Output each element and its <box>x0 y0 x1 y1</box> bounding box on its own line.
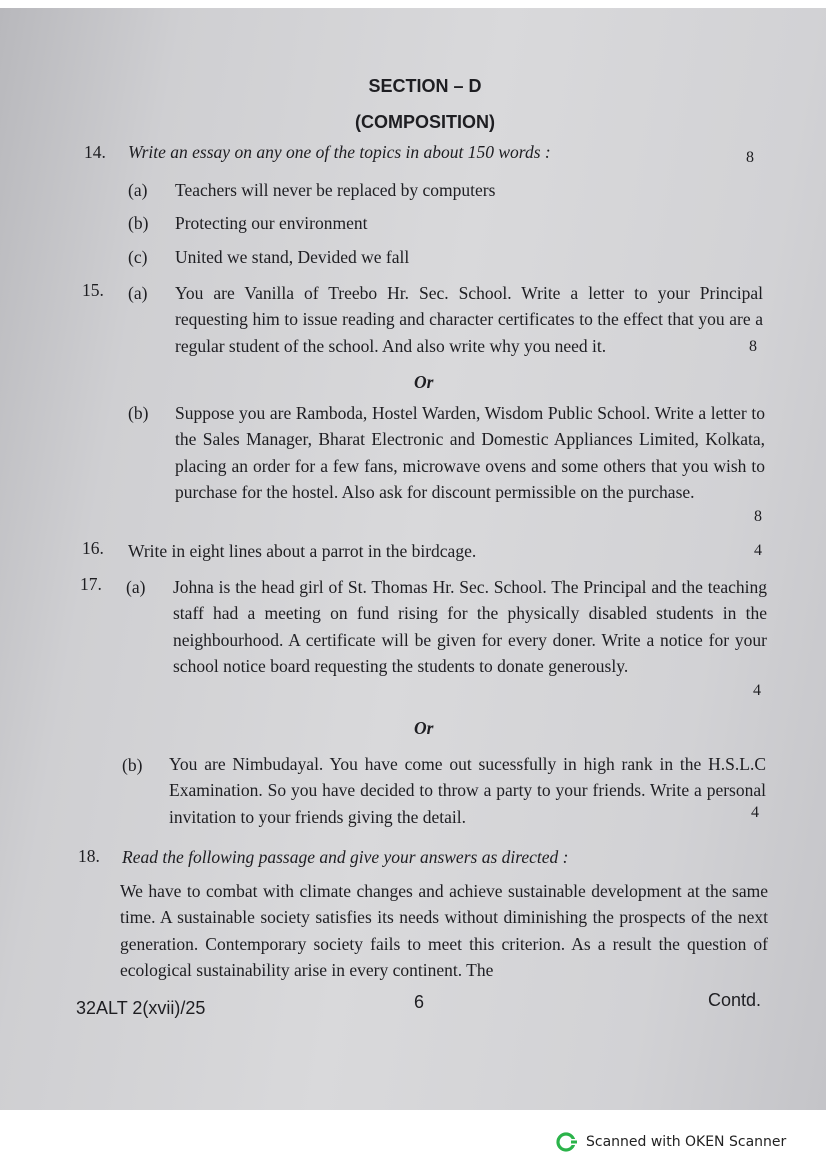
q15-a-label: (a) <box>128 283 148 303</box>
page-number: 6 <box>414 992 425 1012</box>
q17-or: Or <box>414 718 434 738</box>
q14-marks: 8 <box>746 149 754 166</box>
q17-number: 17. <box>80 574 102 594</box>
q16-number: 16. <box>82 538 104 558</box>
q14-number: 14. <box>84 142 106 162</box>
scanner-watermark <box>556 1130 786 1154</box>
q18-text: Read the following passage and give your answers as directed : <box>122 847 569 867</box>
q17-a-label: (a) <box>126 577 146 597</box>
q16-marks: 4 <box>754 542 762 559</box>
q15-or: Or <box>414 372 434 392</box>
q14-option-a-text: Teachers will never be replaced by computers <box>175 180 496 200</box>
scanned-page <box>0 8 826 1110</box>
q17-a-text: Johna is the head girl of St. Thomas Hr. Sec. School. The Principal and the teaching staff had a meeting on fund rising for the physically disabled students in the neighbourhood. A certificate will be given for every doner. Write a notice for your school notice board requesting the students to donate generously. <box>173 577 767 676</box>
section-title: SECTION – D <box>368 76 482 96</box>
q18-number: 18. <box>78 846 100 866</box>
q18-passage: We have to combat with climate changes and achieve sustainable development at the same time. A sustainable society satisfies its needs without diminishing the prospects of the next generation. Contemporary society fails to meet this criterion. As a result the question of ecological sustainability arise in every continent. The <box>120 881 768 980</box>
q15-a-marks: 8 <box>749 338 757 355</box>
q17-b-marks: 4 <box>751 804 759 821</box>
q15-b-text: Suppose you are Ramboda, Hostel Warden, Wisdom Public School. Write a letter to the Sales Manager, Bharat Electronic and Domestic Appliances Limited, Kolkata, placing an order for a few fans, microwave ovens and some others that you wish to purchase for the hostel. Also ask for discount permissible on the purchase. <box>175 403 765 502</box>
oken-scanner-logo-icon <box>556 1131 578 1153</box>
q17-b-label: (b) <box>122 755 143 775</box>
q16-text: Write in eight lines about a parrot in the birdcage. <box>128 541 477 561</box>
q14-option-c-text: United we stand, Devided we fall <box>175 247 410 267</box>
q14-text: Write an essay on any one of the topics in about 150 words : <box>128 142 551 162</box>
q15-b-label: (b) <box>128 403 149 423</box>
contd-label: Contd. <box>708 990 762 1010</box>
q14-option-b-text: Protecting our environment <box>175 213 368 233</box>
q14-option-c-label: (c) <box>128 247 148 267</box>
q17-b-text: You are Nimbudayal. You have come out sucessfully in high rank in the H.S.L.C Examination. So you have decided to throw a party to your friends. Write a personal invitation to your friends giving the detail. <box>169 754 766 827</box>
q14-option-b-label: (b) <box>128 213 149 233</box>
section-subtitle: (COMPOSITION) <box>355 112 495 132</box>
q17-a-marks: 4 <box>753 682 761 699</box>
q14-option-a-label: (a) <box>128 180 148 200</box>
q15-a-text: You are Vanilla of Treebo Hr. Sec. School. Write a letter to your Principal requesting him to issue reading and character certificates to the effect that you are a regular student of the school. And also write why you need it. <box>175 283 763 356</box>
q15-b-marks: 8 <box>754 508 762 525</box>
q15-number: 15. <box>82 280 104 300</box>
scanner-label: Scanned with OKEN Scanner <box>586 1134 787 1150</box>
paper-code: 32ALT 2(xvii)/25 <box>76 998 206 1018</box>
